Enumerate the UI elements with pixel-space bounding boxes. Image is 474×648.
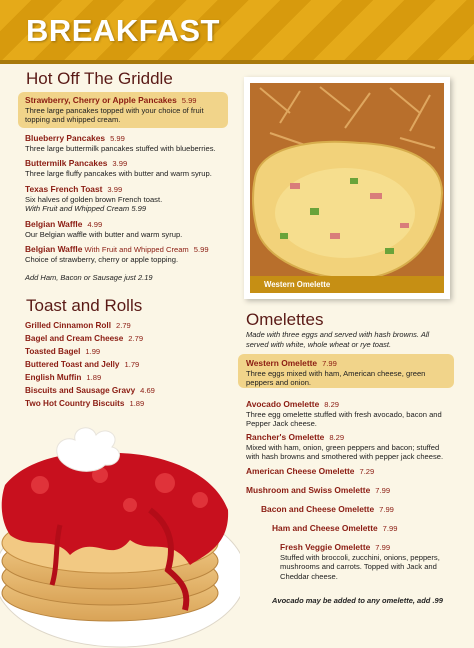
menu-item (246, 359, 452, 388)
menu-item (25, 96, 225, 125)
griddle-addon-note: Add Ham, Bacon or Sausage just 2.19 (25, 273, 153, 282)
item-name: Fresh Veggie Omelette (280, 542, 371, 552)
menu-item (25, 399, 144, 409)
item-description: Three large pancakes topped with your choice of fruit topping and whipped cream. (25, 105, 204, 124)
item-description: Six halves of golden brown French toast. (25, 194, 163, 204)
menu-item (25, 220, 230, 239)
item-price: 5.99 (193, 245, 209, 254)
item-name: Belgian Waffle (25, 244, 83, 254)
menu-item (280, 543, 452, 581)
item-price: 5.99 (181, 96, 197, 105)
item-name: Strawberry, Cherry or Apple Pancakes (25, 95, 177, 105)
item-price: 7.29 (359, 467, 375, 476)
menu-item (25, 334, 143, 344)
item-price: 1.99 (85, 347, 101, 356)
item-name: Buttermilk Pancakes (25, 158, 108, 168)
item-price: 4.99 (87, 220, 103, 229)
item-price: 1.79 (124, 360, 140, 369)
menu-item (25, 373, 101, 383)
menu-item (25, 386, 155, 396)
item-name: Buttered Toast and Jelly (25, 360, 120, 369)
menu-item (246, 433, 452, 462)
item-name: Grilled Cinnamon Roll (25, 321, 111, 330)
omelettes-intro: Made with three eggs and served with hash browns. All served with white, whole wheat or rye toast. (246, 330, 430, 349)
menu-item (25, 245, 235, 264)
item-name: American Cheese Omelette (246, 466, 355, 476)
header-banner (0, 0, 474, 64)
item-name: Avocado Omelette (246, 399, 320, 409)
item-name: Toasted Bagel (25, 347, 81, 356)
item-description: Stuffed with broccoli, zucchini, onions, peppers, mushrooms and carrots. Topped with Jack and Cheddar cheese. (280, 552, 440, 581)
menu-item (25, 134, 230, 153)
item-price: 3.99 (107, 185, 123, 194)
item-name: Biscuits and Sausage Gravy (25, 386, 136, 395)
item-name: Western Omelette (246, 358, 318, 368)
page-title: BREAKFAST (26, 13, 220, 48)
item-description: Three egg omelette stuffed with fresh avocado, bacon and Pepper Jack cheese. (246, 409, 442, 428)
item-name: Texas French Toast (25, 184, 103, 194)
item-price: 8.29 (324, 400, 340, 409)
menu-item (261, 505, 394, 515)
item-price: 5.99 (110, 134, 125, 143)
toast-heading: Toast and Rolls (26, 296, 143, 315)
item-name: Bacon and Cheese Omelette (261, 504, 375, 514)
item-variant: With Fruit and Whipped Cream (84, 245, 189, 254)
omelette-image (250, 83, 444, 293)
item-price: 8.29 (329, 433, 345, 442)
item-description: Choice of strawberry, cherry or apple topping. (25, 254, 179, 264)
item-description: Mixed with ham, onion, green peppers and bacon; stuffed with hash browns and smothered with pepper jack cheese. (246, 442, 444, 461)
item-name: Ham and Cheese Omelette (272, 523, 378, 533)
menu-item (25, 347, 100, 357)
menu-item (25, 360, 139, 370)
menu-item (246, 467, 374, 477)
item-price: 7.99 (322, 359, 337, 368)
item-name: Rancher's Omelette (246, 432, 325, 442)
photo-caption: Western Omelette (250, 276, 444, 293)
item-price: 1.89 (129, 399, 145, 408)
menu-item (272, 524, 397, 534)
item-extra: With Fruit and Whipped Cream (25, 204, 130, 213)
item-name: Belgian Waffle (25, 219, 83, 229)
item-price: 7.99 (375, 543, 391, 552)
menu-item (246, 400, 452, 429)
item-name: English Muffin (25, 373, 82, 382)
pancake-photo (0, 415, 240, 648)
omelettes-heading: Omelettes (246, 310, 324, 329)
menu-item (25, 159, 230, 178)
omelette-photo (244, 77, 450, 299)
item-description: Three large fluffy pancakes with butter and warm syrup. (25, 168, 212, 178)
item-description: Our Belgian waffle with butter and warm syrup. (25, 229, 183, 239)
item-name: Two Hot Country Biscuits (25, 399, 125, 408)
item-name: Mushroom and Swiss Omelette (246, 485, 371, 495)
item-price: 7.99 (375, 486, 391, 495)
item-name: Bagel and Cream Cheese (25, 334, 124, 343)
item-price: 1.89 (86, 373, 102, 382)
item-price: 4.69 (140, 386, 155, 395)
item-price: 3.99 (112, 159, 128, 168)
item-price: 2.79 (115, 321, 131, 330)
item-extra-price: 5.99 (131, 204, 147, 213)
griddle-heading: Hot Off The Griddle (26, 69, 173, 88)
item-price: 7.99 (379, 505, 394, 514)
menu-item (246, 486, 390, 496)
item-description: Three large buttermilk pancakes stuffed with blueberries. (25, 143, 216, 153)
omelettes-addon-note: Avocado may be added to any omelette, add .99 (272, 596, 443, 605)
menu-item (25, 321, 131, 331)
menu-item (25, 185, 230, 214)
item-price: 2.79 (128, 334, 144, 343)
item-description: Three eggs mixed with ham, American cheese, green peppers and onion. (246, 368, 426, 387)
item-name: Blueberry Pancakes (25, 133, 106, 143)
item-price: 7.99 (382, 524, 398, 533)
